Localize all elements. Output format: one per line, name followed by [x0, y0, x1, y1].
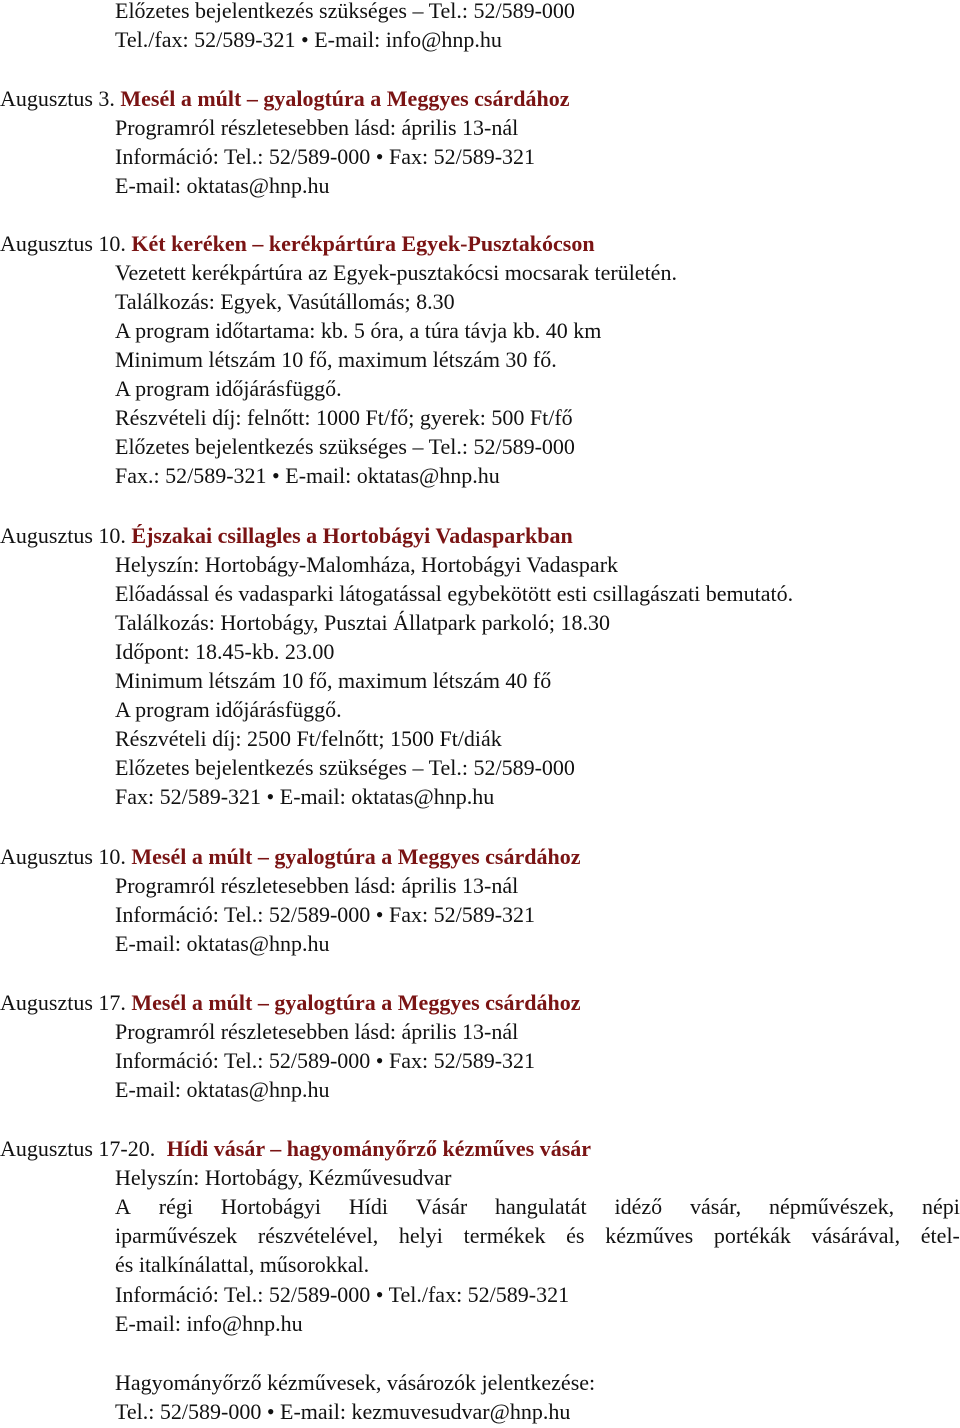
event-title: Éjszakai csillagles a Hortobágyi Vadasparkban	[131, 523, 573, 548]
word: idéző	[614, 1194, 663, 1219]
event-line: Előzetes bejelentkezés szükséges – Tel.: 52/589-000	[115, 755, 575, 780]
event-line: Információ: Tel.: 52/589-000 • Fax: 52/589-321	[115, 1048, 536, 1073]
event-line: és italkínálattal, műsorokkal.	[115, 1252, 370, 1277]
event-heading	[0, 844, 580, 870]
event-heading	[0, 990, 580, 1016]
word: népi	[922, 1194, 960, 1219]
word: iparművészek	[115, 1223, 238, 1248]
word: helyi	[398, 1223, 443, 1248]
event-line: Fax: 52/589-321 • E-mail: oktatas@hnp.hu	[115, 784, 495, 809]
event-line: Részvételi díj: 2500 Ft/felnőtt; 1500 Ft/diák	[115, 726, 502, 751]
word: étel-	[920, 1223, 960, 1248]
event-line: Előadással és vadasparki látogatással egybekötött esti csillagászati bemutató.	[115, 581, 794, 606]
event-line: E-mail: oktatas@hnp.hu	[115, 931, 330, 956]
event-date: Augusztus 10.	[0, 844, 126, 869]
word: termékek	[463, 1223, 546, 1248]
event-line: Minimum létszám 10 fő, maximum létszám 30 fő.	[115, 347, 557, 372]
event-line: Információ: Tel.: 52/589-000 • Fax: 52/589-321	[115, 902, 536, 927]
event-date: Augusztus 3.	[0, 86, 115, 111]
word: A	[115, 1194, 131, 1219]
event-line: Fax.: 52/589-321 • E-mail: oktatas@hnp.hu	[115, 463, 500, 488]
word: régi	[158, 1194, 193, 1219]
word: és	[566, 1223, 585, 1248]
event-date: Augusztus 17.	[0, 990, 126, 1015]
event-date: Augusztus 17-20.	[0, 1136, 156, 1161]
event-line: A program időtartama: kb. 5 óra, a túra távja kb. 40 km	[115, 318, 602, 343]
word: Hortobágyi	[220, 1194, 322, 1219]
justified-paragraph-line	[115, 1223, 960, 1249]
event-line: Vezetett kerékpártúra az Egyek-pusztakócsi mocsarak területén.	[115, 260, 677, 285]
word: portékák	[713, 1223, 791, 1248]
word: kézműves	[605, 1223, 694, 1248]
event-heading	[0, 523, 573, 549]
footer-line: Hagyományőrző kézművesek, vásározók jelentkezése:	[115, 1370, 596, 1395]
event-title: Hídi vásár – hagyományőrző kézműves vásár	[166, 1136, 592, 1161]
event-title: Két keréken – kerékpártúra Egyek-Pusztakócson	[131, 231, 595, 256]
word: részvételével,	[257, 1223, 379, 1248]
event-title: Mesél a múlt – gyalogtúra a Meggyes csárdához	[131, 844, 581, 869]
event-line: Találkozás: Egyek, Vasútállomás; 8.30	[115, 289, 455, 314]
word: Hídi	[348, 1194, 388, 1219]
word: Vásár	[415, 1194, 468, 1219]
event-heading	[0, 1136, 591, 1162]
event-line: A program időjárásfüggő.	[115, 697, 342, 722]
word: hangulatát	[495, 1194, 587, 1219]
event-line: Találkozás: Hortobágy, Pusztai Állatpark parkoló; 18.30	[115, 610, 610, 635]
event-title: Mesél a múlt – gyalogtúra a Meggyes csárdához	[131, 990, 581, 1015]
event-line: E-mail: oktatas@hnp.hu	[115, 173, 330, 198]
event-line: Részvételi díj: felnőtt: 1000 Ft/fő; gyerek: 500 Ft/fő	[115, 405, 573, 430]
event-date: Augusztus 10.	[0, 523, 126, 548]
event-line: Programról részletesebben lásd: április 13-nál	[115, 873, 519, 898]
event-line: E-mail: oktatas@hnp.hu	[115, 1077, 330, 1102]
intro-line: Előzetes bejelentkezés szükséges – Tel.: 52/589-000	[115, 0, 575, 23]
word: népművészek,	[768, 1194, 895, 1219]
event-title: Mesél a múlt – gyalogtúra a Meggyes csárdához	[120, 86, 570, 111]
event-line: E-mail: info@hnp.hu	[115, 1311, 303, 1336]
event-line: Időpont: 18.45-kb. 23.00	[115, 639, 335, 664]
event-date: Augusztus 10.	[0, 231, 126, 256]
word: vásárával,	[811, 1223, 901, 1248]
event-line: Minimum létszám 10 fő, maximum létszám 40 fő	[115, 668, 552, 693]
event-line: Előzetes bejelentkezés szükséges – Tel.: 52/589-000	[115, 434, 575, 459]
justified-paragraph-line	[115, 1194, 960, 1220]
event-heading	[0, 86, 569, 112]
intro-line: Tel./fax: 52/589-321 • E-mail: info@hnp.hu	[115, 27, 502, 52]
event-line: Helyszín: Hortobágy, Kézművesudvar	[115, 1165, 452, 1190]
word: vásár,	[690, 1194, 742, 1219]
event-line: A program időjárásfüggő.	[115, 376, 342, 401]
event-line: Információ: Tel.: 52/589-000 • Fax: 52/589-321	[115, 144, 536, 169]
event-heading	[0, 231, 595, 257]
footer-line: Tel.: 52/589-000 • E-mail: kezmuvesudvar@hnp.hu	[115, 1399, 571, 1424]
event-line: Programról részletesebben lásd: április 13-nál	[115, 1019, 519, 1044]
event-line: Helyszín: Hortobágy-Malomháza, Hortobágyi Vadaspark	[115, 552, 619, 577]
event-line: Információ: Tel.: 52/589-000 • Tel./fax: 52/589-321	[115, 1282, 570, 1307]
event-line: Programról részletesebben lásd: április 13-nál	[115, 115, 519, 140]
